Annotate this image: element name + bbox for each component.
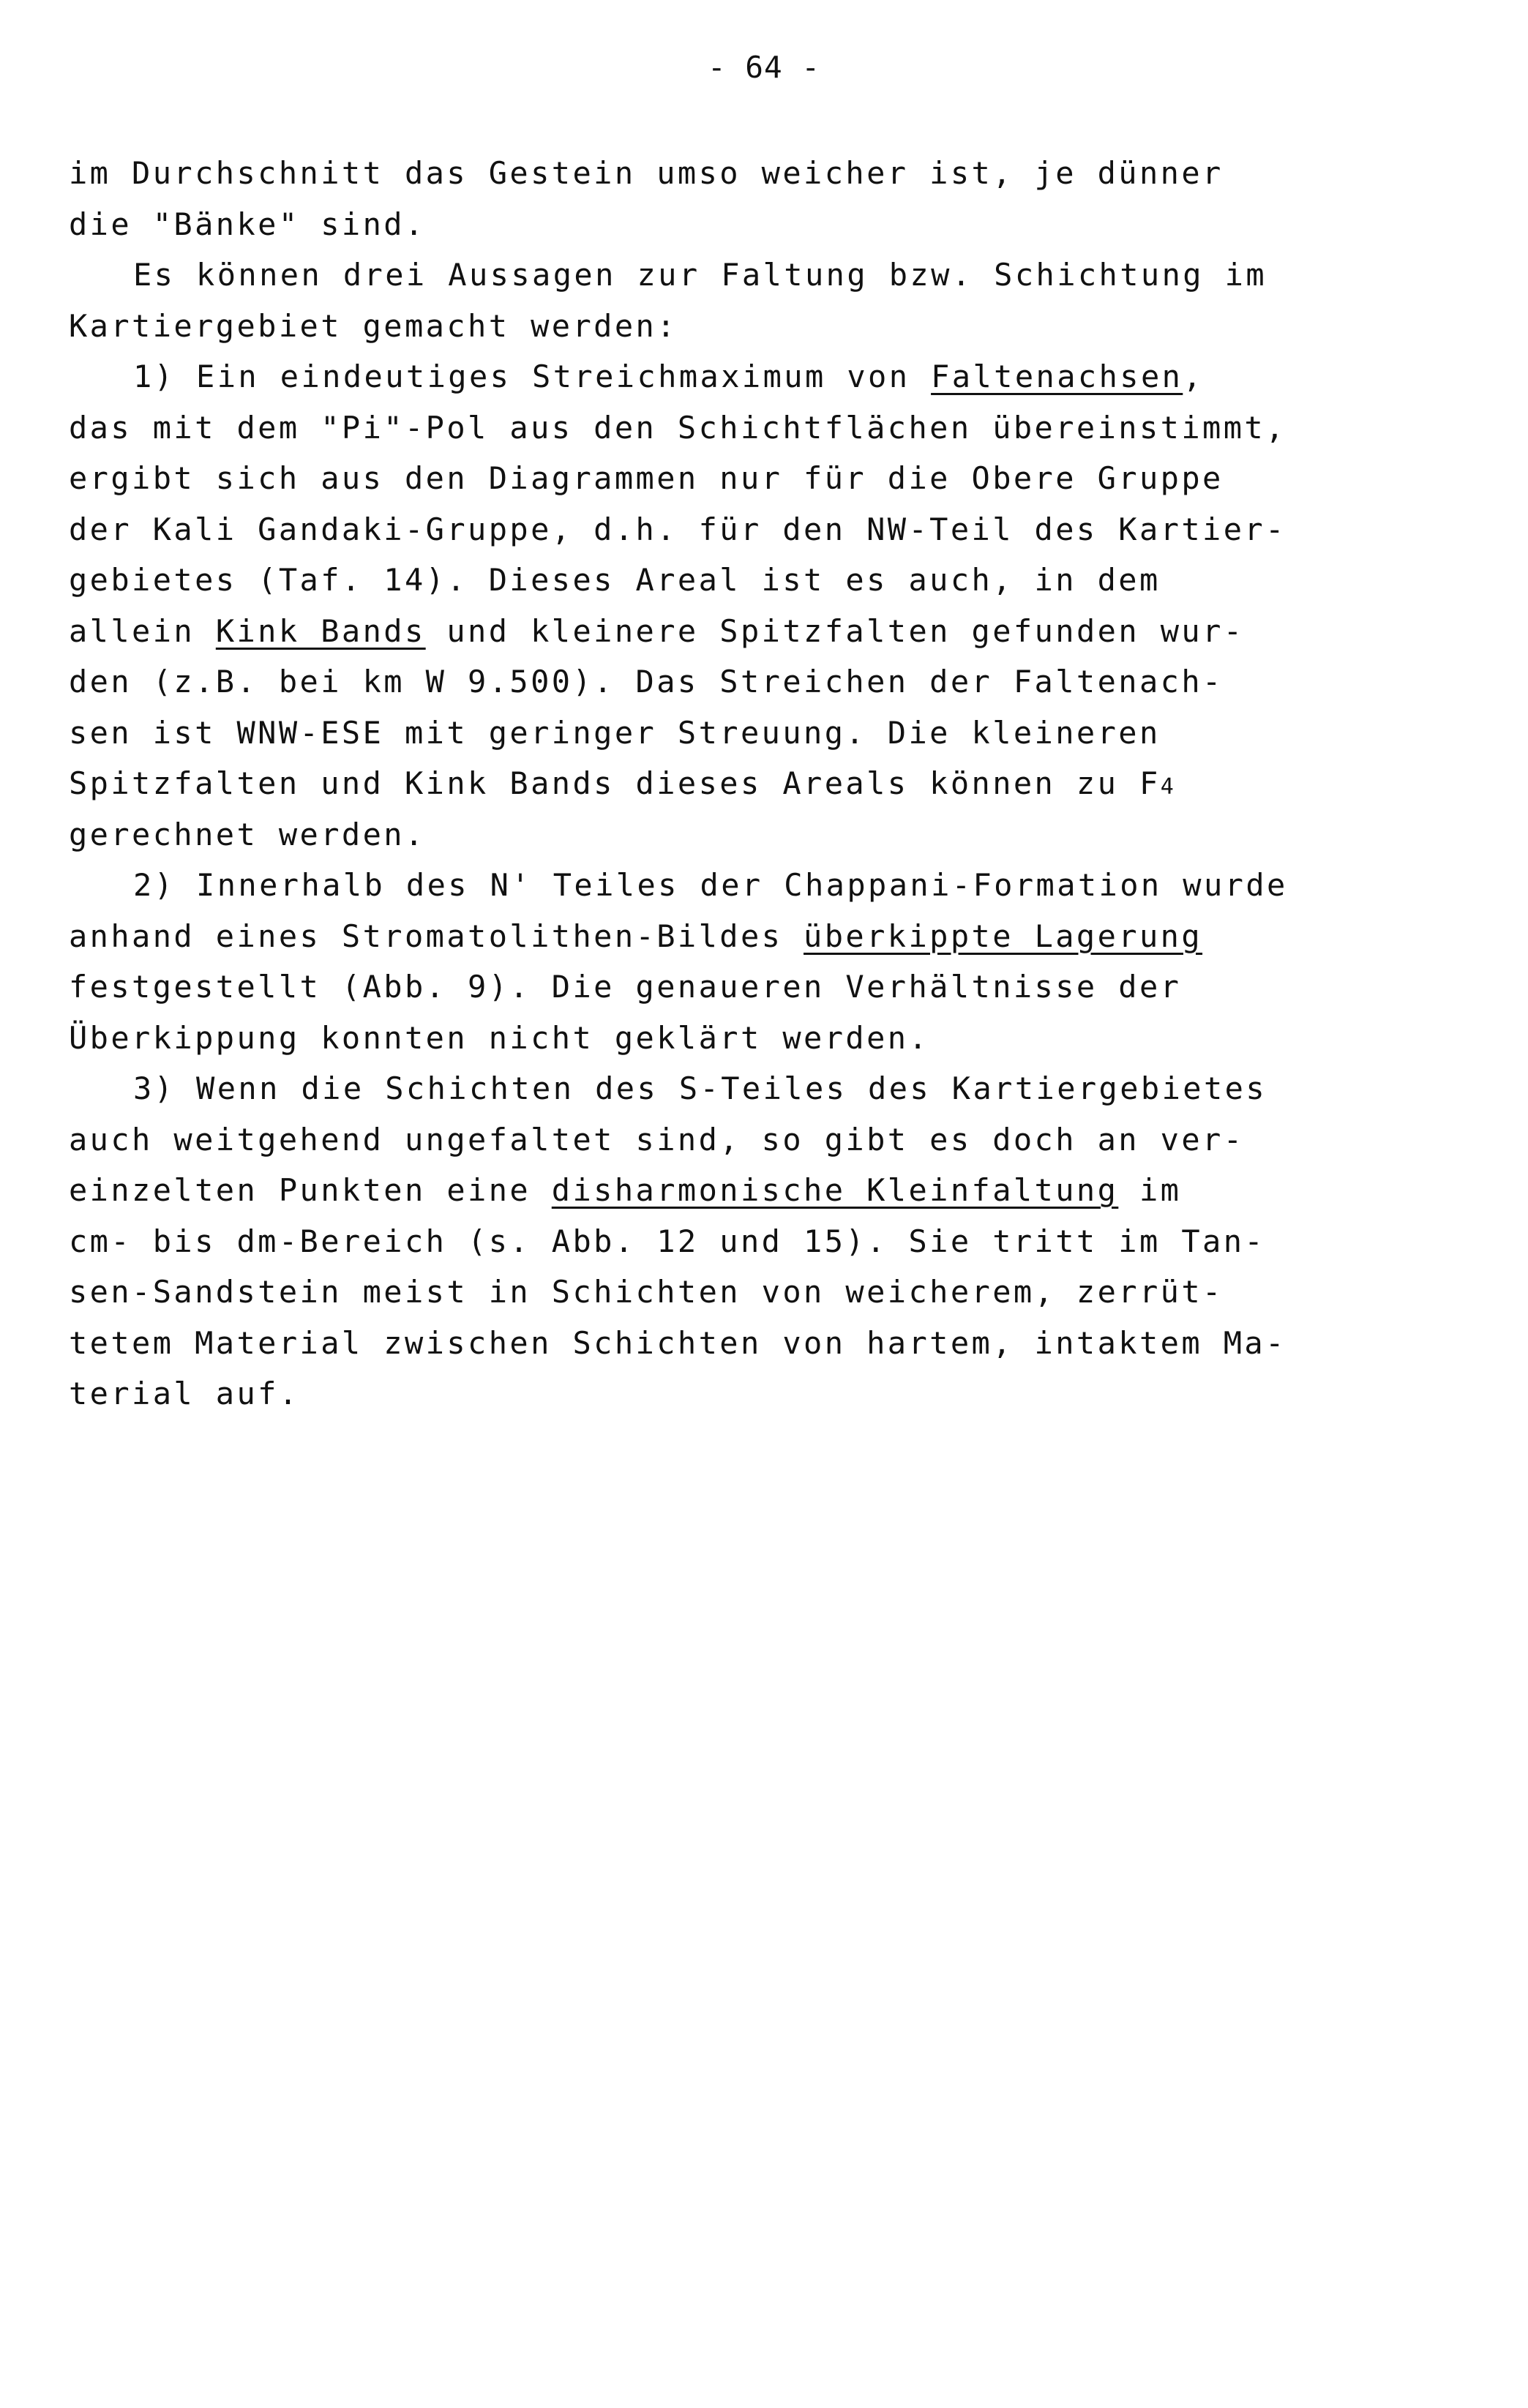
subscript-text: 4 [1160, 774, 1174, 800]
text-line [69, 1013, 1459, 1064]
text-segment: , [1183, 359, 1204, 394]
text-segment: cm- bis dm-Bereich (s. Abb. 12 und 15). Sie tritt im Tan- [69, 1223, 1266, 1259]
text-line [69, 656, 1459, 708]
text-segment: der Kali Gandaki-Gruppe, d.h. für den NW-Teil des Kartier- [69, 511, 1287, 547]
text-line [69, 301, 1459, 352]
text-segment: im Durchschnitt das Gestein umso weicher ist, je dünner [69, 155, 1224, 191]
text-segment: Spitzfalten und Kink Bands dieses Areals können zu F [69, 765, 1161, 801]
text-line [69, 708, 1459, 759]
text-segment: im [1118, 1172, 1182, 1208]
text-segment: festgestellt (Abb. 9). Die genaueren Verhältnisse der [69, 969, 1182, 1005]
text-segment: auch weitgehend ungefaltet sind, so gibt es doch an ver- [69, 1121, 1245, 1158]
text-line [69, 1368, 1459, 1419]
text-line [69, 961, 1459, 1013]
text-line [69, 1318, 1459, 1369]
text-segment: das mit dem "Pi"-Pol aus den Schichtflächen übereinstimmt, [69, 409, 1287, 446]
page-number: - 64 - [707, 50, 821, 85]
text-segment: 1) Ein eindeutiges Streichmaximum von [133, 359, 932, 394]
text-segment: gerechnet werden. [69, 816, 426, 852]
underlined-term: disharmonische Kleinfaltung [551, 1172, 1119, 1208]
text-line [69, 606, 1459, 657]
text-segment: allein [69, 612, 216, 649]
body-text [69, 148, 1459, 1419]
text-line [69, 758, 1459, 809]
text-line [69, 250, 1459, 301]
text-segment: einzelten Punkten eine [69, 1172, 552, 1208]
text-line [69, 504, 1459, 555]
text-line [69, 809, 1459, 860]
text-segment: und kleinere Spitzfalten gefunden wur- [425, 612, 1245, 649]
text-segment: die "Bänke" sind. [69, 206, 426, 242]
underlined-term: Kink Bands [215, 612, 426, 649]
text-line [69, 148, 1459, 199]
text-segment: Es können drei Aussagen zur Faltung bzw. Schichtung im [133, 257, 1267, 293]
text-line [69, 351, 1459, 402]
text-line [69, 1165, 1459, 1216]
text-segment: den (z.B. bei km W 9.500). Das Streichen der Faltenach- [69, 664, 1224, 699]
underlined-term: überkippte Lagerung [804, 918, 1203, 954]
underlined-term: Faltenachsen [931, 359, 1183, 394]
text-segment: Kartiergebiet gemacht werden: [69, 307, 678, 344]
text-line [69, 1216, 1459, 1267]
text-segment: Überkippung konnten nicht geklärt werden. [69, 1019, 930, 1056]
text-line [69, 860, 1459, 911]
text-segment: terial auf. [69, 1376, 300, 1411]
text-segment: 3) Wenn die Schichten des S-Teiles des Kartiergebietes [133, 1070, 1267, 1106]
text-segment: ergibt sich aus den Diagrammen nur für die Obere Gruppe [69, 460, 1224, 496]
text-segment: gebietes (Taf. 14). Dieses Areal ist es auch, in dem [69, 562, 1161, 598]
text-segment: 2) Innerhalb des N' Teiles der Chappani-Formation wurde [133, 867, 1288, 903]
text-segment: sen-Sandstein meist in Schichten von weicherem, zerrüt- [69, 1274, 1224, 1310]
text-line [69, 1063, 1459, 1114]
text-line [69, 199, 1459, 250]
text-segment: sen ist WNW-ESE mit geringer Streuung. Die kleineren [69, 714, 1161, 751]
text-segment: tetem Material zwischen Schichten von hartem, intaktem Ma- [69, 1324, 1287, 1361]
text-segment: anhand eines Stromatolithen-Bildes [69, 918, 804, 954]
text-line [69, 555, 1459, 606]
text-line [69, 402, 1459, 454]
text-line [69, 1114, 1459, 1166]
text-line [69, 911, 1459, 962]
text-line [69, 453, 1459, 504]
text-line [69, 1267, 1459, 1318]
